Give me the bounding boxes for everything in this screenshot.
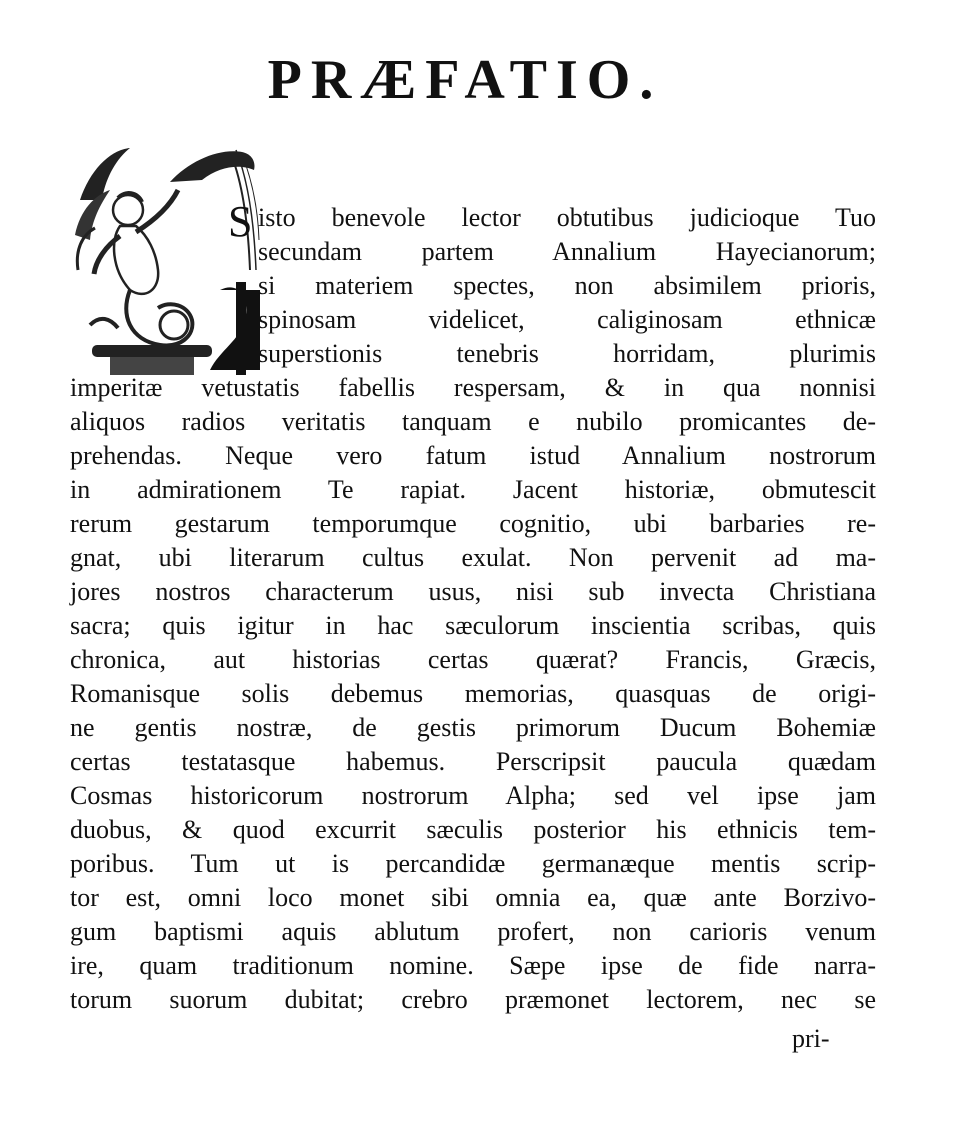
text-line-23: ire, quam traditionum nomine. Sæpe ipse de fide narra- <box>70 951 876 980</box>
mermaid-illustration-icon <box>70 140 260 375</box>
text-line-13: sacra; quis igitur in hac sæculorum inscientia scribas, quis <box>70 611 876 640</box>
text-line-22: gum baptismi aquis ablutum profert, non carioris venum <box>70 917 876 946</box>
decorated-initial-s <box>70 140 260 375</box>
text-line-19: duobus, & quod excurrit sæculis posterior his ethnicis tem- <box>70 815 876 844</box>
text-line-12: jores nostros characterum usus, nisi sub invecta Christiana <box>70 577 876 606</box>
text-line-8: prehendas. Neque vero fatum istud Annalium nostrorum <box>70 441 876 470</box>
text-line-6: imperitæ vetustatis fabellis respersam, & in qua nonnisi <box>70 373 876 402</box>
text-line-17: certas testatasque habemus. Perscripsit paucula quædam <box>70 747 876 776</box>
text-line-7: aliquos radios veritatis tanquam e nubilo promicantes de- <box>70 407 876 436</box>
text-line-16: ne gentis nostræ, de gestis primorum Ducum Bohemiæ <box>70 713 876 742</box>
text-line-18: Cosmas historicorum nostrorum Alpha; sed vel ipse jam <box>70 781 876 810</box>
text-line-9: in admirationem Te rapiat. Jacent historiæ, obmutescit <box>70 475 876 504</box>
text-line-10: rerum gestarum temporumque cognitio, ubi barbaries re- <box>70 509 876 538</box>
text-line-24: torum suorum dubitat; crebro præmonet lectorem, nec se <box>70 985 876 1014</box>
text-line-14: chronica, aut historias certas quærat? Francis, Græcis, <box>70 645 876 674</box>
initial-letter: S <box>228 197 253 246</box>
page-title: PRÆFATIO. <box>267 49 663 111</box>
text-line-4: spinosam videlicet, caliginosam ethnicæ <box>258 305 876 334</box>
text-line-3: si materiem spectes, non absimilem prioris, <box>258 271 876 300</box>
catchword: pri- <box>792 1024 830 1053</box>
text-line-11: gnat, ubi literarum cultus exulat. Non pervenit ad ma- <box>70 543 876 572</box>
text-line-5: superstionis tenebris horridam, plurimis <box>258 339 876 368</box>
text-line-1: isto benevole lector obtutibus judicioque Tuo <box>258 203 876 232</box>
text-line-20: poribus. Tum ut is percandidæ germanæque mentis scrip- <box>70 849 876 878</box>
text-line-15: Romanisque solis debemus memorias, quasquas de origi- <box>70 679 876 708</box>
text-line-21: tor est, omni loco monet sibi omnia ea, quæ ante Borzivo- <box>70 883 876 912</box>
text-line-2: secundam partem Annalium Hayecianorum; <box>258 237 876 266</box>
